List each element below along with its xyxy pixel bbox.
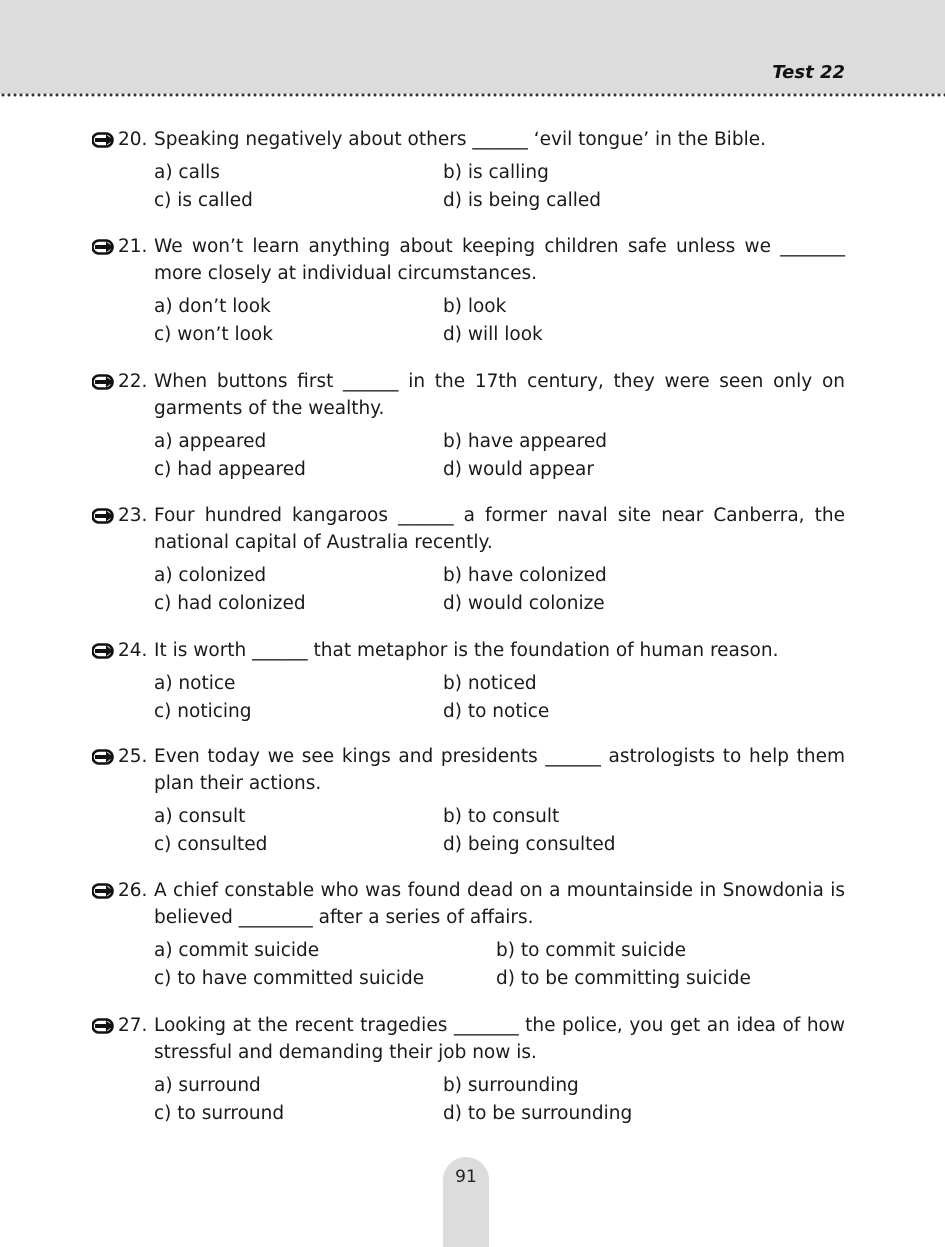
option-c[interactable]: c) had colonized — [154, 593, 306, 614]
option-d[interactable]: d) would colonize — [443, 593, 605, 614]
option-a[interactable]: a) commit suicide — [154, 940, 320, 961]
question-number: 26. — [118, 880, 148, 901]
question-25 — [90, 743, 845, 859]
option-c[interactable]: c) to surround — [154, 1103, 285, 1124]
question-text: Speaking negatively about others ______ ‘evil tongue’ in the Bible. — [154, 129, 766, 150]
arrow-icon — [92, 508, 114, 524]
arrow-icon — [92, 749, 114, 765]
question-text: Looking at the recent tragedies _______ the police, you get an idea of how stressful and demanding their job now is. — [154, 1015, 845, 1063]
question-22 — [90, 368, 845, 484]
option-c[interactable]: c) won’t look — [154, 324, 273, 345]
question-text: Four hundred kangaroos ______ a former naval site near Canberra, the national capital of Australia recently. — [154, 505, 845, 553]
arrow-icon — [92, 1018, 114, 1034]
page-number: 91 — [455, 1167, 477, 1187]
question-text: It is worth ______ that metaphor is the foundation of human reason. — [154, 640, 779, 661]
question-number: 20. — [118, 129, 148, 150]
arrow-icon — [92, 643, 114, 659]
option-b[interactable]: b) noticed — [443, 673, 537, 694]
question-number: 22. — [118, 371, 148, 392]
option-a[interactable]: a) don’t look — [154, 296, 271, 317]
option-c[interactable]: c) to have committed suicide — [154, 968, 425, 989]
option-d[interactable]: d) is being called — [443, 190, 602, 211]
arrow-icon — [92, 239, 114, 255]
question-21 — [90, 233, 845, 349]
test-title: Test 22 — [772, 62, 845, 83]
question-number: 23. — [118, 505, 148, 526]
question-text: When buttons first ______ in the 17th century, they were seen only on garments of the wealthy. — [154, 371, 845, 419]
arrow-icon — [92, 374, 114, 390]
arrow-icon — [92, 883, 114, 899]
question-number: 21. — [118, 236, 148, 257]
dotted-divider — [0, 92, 945, 98]
option-c[interactable]: c) consulted — [154, 834, 268, 855]
option-a[interactable]: a) colonized — [154, 565, 267, 586]
option-b[interactable]: b) look — [443, 296, 507, 317]
option-a[interactable]: a) calls — [154, 162, 220, 183]
question-number: 27. — [118, 1015, 148, 1036]
option-c[interactable]: c) noticing — [154, 701, 252, 722]
option-a[interactable]: a) appeared — [154, 431, 267, 452]
option-d[interactable]: d) would appear — [443, 459, 594, 480]
question-20 — [90, 126, 845, 215]
option-b[interactable]: b) to commit suicide — [496, 940, 687, 961]
option-d[interactable]: d) to notice — [443, 701, 550, 722]
question-26 — [90, 877, 845, 993]
question-number: 24. — [118, 640, 148, 661]
option-a[interactable]: a) surround — [154, 1075, 261, 1096]
question-text: Even today we see kings and presidents ______ astrologists to help them plan their actions. — [154, 746, 845, 794]
option-a[interactable]: a) consult — [154, 806, 246, 827]
question-23 — [90, 502, 845, 618]
question-number: 25. — [118, 746, 148, 767]
page-header — [0, 0, 945, 94]
option-d[interactable]: d) will look — [443, 324, 543, 345]
option-a[interactable]: a) notice — [154, 673, 236, 694]
option-b[interactable]: b) to consult — [443, 806, 560, 827]
arrow-icon — [92, 132, 114, 148]
option-c[interactable]: c) is called — [154, 190, 253, 211]
option-c[interactable]: c) had appeared — [154, 459, 306, 480]
page-number-tab — [443, 1157, 489, 1247]
question-text: A chief constable who was found dead on a mountainside in Snowdonia is believed ________ after a series of affairs. — [154, 880, 845, 928]
question-27 — [90, 1012, 845, 1128]
option-d[interactable]: d) being consulted — [443, 834, 616, 855]
question-text: We won’t learn anything about keeping children safe unless we _______ more closely at individual circumstances. — [154, 236, 845, 284]
option-b[interactable]: b) have colonized — [443, 565, 607, 586]
option-b[interactable]: b) surrounding — [443, 1075, 579, 1096]
option-d[interactable]: d) to be surrounding — [443, 1103, 633, 1124]
option-d[interactable]: d) to be committing suicide — [496, 968, 751, 989]
option-b[interactable]: b) have appeared — [443, 431, 607, 452]
option-b[interactable]: b) is calling — [443, 162, 549, 183]
question-24 — [90, 637, 845, 726]
